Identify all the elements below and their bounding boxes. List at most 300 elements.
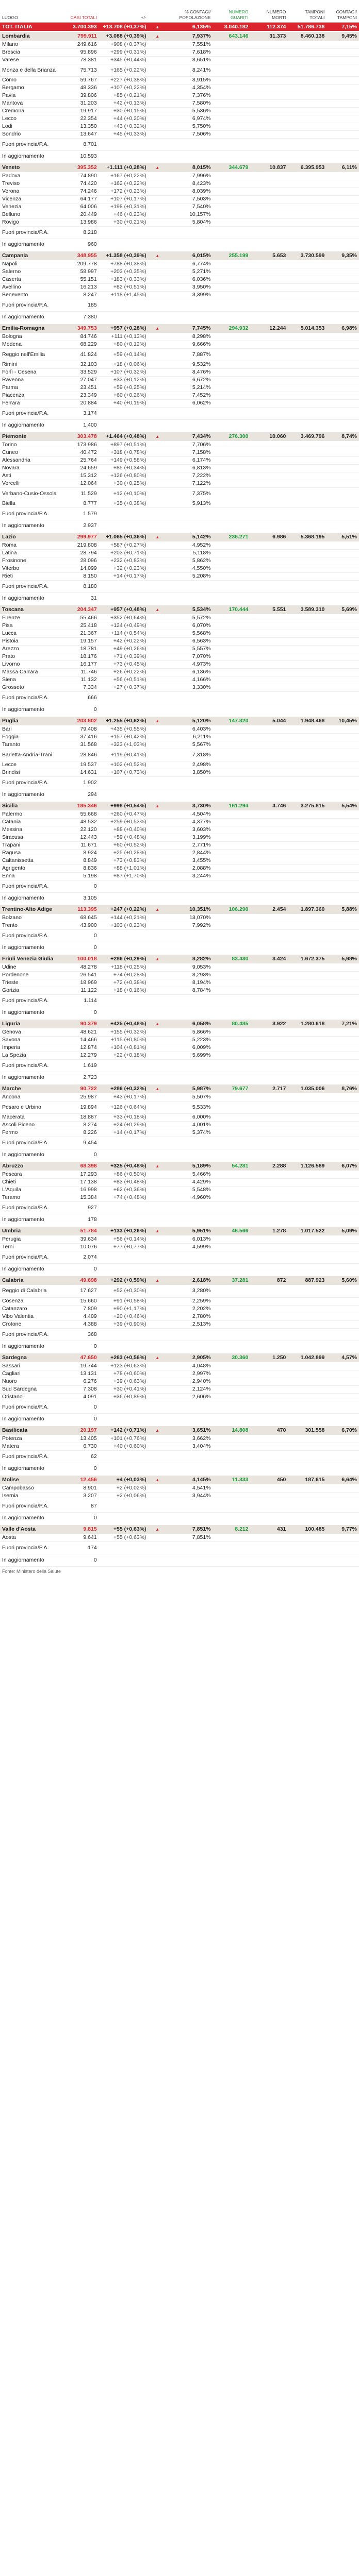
province-row	[0, 971, 359, 979]
province-cured	[213, 1443, 251, 1450]
province-swabs	[288, 1194, 327, 1201]
province-row	[0, 138, 359, 150]
province-delta	[99, 311, 149, 324]
region-swabs: 1.897.360	[288, 905, 327, 914]
province-cases: 74.890	[64, 172, 99, 180]
region-swabs: 8.460.138	[288, 31, 327, 41]
total-cured: 3.040.182	[213, 23, 251, 32]
province-row	[0, 637, 359, 645]
province-trend	[149, 64, 167, 76]
province-cured	[213, 368, 251, 376]
region-cases: 100.018	[64, 954, 99, 963]
province-cases: 22.120	[64, 826, 99, 834]
province-name: Brindisi	[0, 769, 64, 776]
province-name: Catanzaro	[0, 1305, 64, 1313]
province-name: Pistoia	[0, 637, 64, 645]
region-dswabs: 6,70%	[327, 1426, 359, 1435]
province-dead	[250, 188, 288, 195]
province-rate: 7,992%	[167, 922, 213, 929]
province-delta: +107 (+0,22%)	[99, 84, 149, 92]
province-row	[0, 361, 359, 368]
province-name: Modena	[0, 341, 64, 348]
province-rate: 3,850%	[167, 769, 213, 776]
province-swabs	[288, 668, 327, 676]
italy-total-row	[0, 23, 359, 32]
province-trend	[149, 1072, 167, 1084]
province-name: In aggiornamento	[0, 592, 64, 605]
province-cases: 1.400	[64, 419, 99, 432]
province-delta: +83 (+0,48%)	[99, 1178, 149, 1186]
province-row	[0, 1072, 359, 1084]
province-cases: 173.986	[64, 441, 99, 449]
province-rate: 6,036%	[167, 276, 213, 283]
province-dswabs	[327, 1178, 359, 1186]
region-rate: 5,120%	[167, 716, 213, 725]
province-cured	[213, 456, 251, 464]
province-dswabs	[327, 1362, 359, 1370]
province-rate: 6,813%	[167, 464, 213, 472]
province-name: Latina	[0, 549, 64, 557]
province-delta: +85 (+0,21%)	[99, 92, 149, 99]
region-dswabs: 5,54%	[327, 801, 359, 810]
province-swabs	[288, 1313, 327, 1320]
province-cases: 11.746	[64, 668, 99, 676]
province-trend	[149, 660, 167, 668]
province-row	[0, 218, 359, 226]
province-cured	[213, 741, 251, 749]
province-swabs	[288, 283, 327, 291]
province-dswabs	[327, 1378, 359, 1385]
province-row	[0, 1251, 359, 1263]
province-cases: 16.177	[64, 660, 99, 668]
province-cases: 74.420	[64, 180, 99, 188]
province-cases: 0	[64, 1149, 99, 1161]
region-swabs: 1.126.589	[288, 1161, 327, 1171]
province-delta: +2 (+0,06%)	[99, 1492, 149, 1500]
province-cases: 8.777	[64, 500, 99, 507]
province-row	[0, 1059, 359, 1072]
province-row	[0, 99, 359, 107]
region-cases: 12.456	[64, 1475, 99, 1484]
province-name: Trieste	[0, 979, 64, 987]
province-dead	[250, 826, 288, 834]
province-row	[0, 549, 359, 557]
province-name: In aggiornamento	[0, 1214, 64, 1226]
province-dead	[250, 942, 288, 954]
province-dead	[250, 769, 288, 776]
province-cases: 19.894	[64, 1101, 99, 1113]
region-name: Piemonte	[0, 432, 64, 441]
province-dswabs	[327, 218, 359, 226]
province-delta	[99, 1263, 149, 1276]
province-delta: +114 (+0,54%)	[99, 630, 149, 637]
province-cases: 1.902	[64, 776, 99, 789]
province-cases: 178	[64, 1214, 99, 1226]
province-cured	[213, 914, 251, 922]
province-cured	[213, 361, 251, 368]
region-swabs: 6.395.953	[288, 163, 327, 172]
province-rate: 2,844%	[167, 849, 213, 857]
province-row	[0, 1178, 359, 1186]
province-cured	[213, 84, 251, 92]
province-trend	[149, 691, 167, 704]
province-name: In aggiornamento	[0, 239, 64, 251]
province-cases: 7.334	[64, 684, 99, 691]
province-name: Vibo Valentia	[0, 1313, 64, 1320]
province-row	[0, 1328, 359, 1341]
province-delta: +198 (+0,31%)	[99, 203, 149, 211]
province-name: Barletta-Andria-Trani	[0, 749, 64, 761]
province-cured	[213, 645, 251, 653]
province-cured	[213, 1413, 251, 1426]
province-delta: +42 (+0,22%)	[99, 637, 149, 645]
province-swabs	[288, 333, 327, 341]
province-trend	[149, 150, 167, 163]
province-cured	[213, 810, 251, 818]
province-cases: 14.631	[64, 769, 99, 776]
province-cases: 19.917	[64, 107, 99, 115]
province-trend	[149, 622, 167, 630]
province-cured	[213, 341, 251, 348]
province-swabs	[288, 239, 327, 251]
province-trend	[149, 507, 167, 520]
header-cured: NUMERO GUARITI	[213, 0, 251, 23]
province-delta	[99, 1450, 149, 1463]
province-swabs	[288, 1007, 327, 1019]
province-cases: 15.384	[64, 1194, 99, 1201]
province-cases: 37.416	[64, 733, 99, 741]
province-delta: +56 (+0,51%)	[99, 676, 149, 684]
province-dswabs	[327, 1052, 359, 1059]
province-name: Cagliari	[0, 1370, 64, 1378]
province-swabs	[288, 1320, 327, 1328]
region-row	[0, 1161, 359, 1171]
province-row	[0, 333, 359, 341]
province-name: Varese	[0, 56, 64, 64]
province-name: Potenza	[0, 1435, 64, 1443]
province-cases: 8.218	[64, 226, 99, 239]
province-swabs	[288, 520, 327, 532]
province-swabs	[288, 987, 327, 994]
province-trend	[149, 963, 167, 971]
province-delta	[99, 880, 149, 892]
province-rate: 5,271%	[167, 268, 213, 276]
province-delta	[99, 592, 149, 605]
region-cured: 8.212	[213, 1524, 251, 1534]
province-cases: 25.764	[64, 456, 99, 464]
region-rate: 7,745%	[167, 324, 213, 333]
province-cured	[213, 311, 251, 324]
province-delta: +88 (+1,01%)	[99, 865, 149, 872]
province-cured	[213, 1186, 251, 1194]
province-swabs	[288, 1129, 327, 1137]
province-trend	[149, 1235, 167, 1243]
province-dead	[250, 660, 288, 668]
province-row	[0, 557, 359, 565]
province-rate: 2,124%	[167, 1385, 213, 1393]
province-name: Livorno	[0, 660, 64, 668]
province-cured	[213, 557, 251, 565]
province-cured	[213, 1393, 251, 1401]
province-rate: 2,780%	[167, 1313, 213, 1320]
province-swabs	[288, 1186, 327, 1194]
province-swabs	[288, 291, 327, 299]
province-trend	[149, 1541, 167, 1554]
up-arrow-icon: ▲	[155, 24, 160, 29]
province-name: Fuori provincia/P.A.	[0, 1201, 64, 1214]
province-row	[0, 1541, 359, 1554]
province-dswabs	[327, 1393, 359, 1401]
province-cured	[213, 1149, 251, 1161]
up-arrow-icon: ▲	[155, 1278, 160, 1283]
province-name: Fuori provincia/P.A.	[0, 1251, 64, 1263]
province-cured	[213, 520, 251, 532]
header-place: LUOGO	[0, 0, 64, 23]
province-rate: 4,504%	[167, 810, 213, 818]
province-swabs	[288, 1500, 327, 1512]
province-row	[0, 188, 359, 195]
province-rate: 6,563%	[167, 637, 213, 645]
province-cases: 87	[64, 1500, 99, 1512]
region-dead: 872	[250, 1276, 288, 1285]
province-name: Fuori provincia/P.A.	[0, 1450, 64, 1463]
province-delta: +124 (+0,49%)	[99, 622, 149, 630]
province-cured	[213, 1171, 251, 1178]
province-rate: 7,318%	[167, 749, 213, 761]
region-swabs: 3.589.310	[288, 605, 327, 614]
total-delta: +13.708 (+0,37%)	[99, 23, 149, 32]
province-rate: 5,374%	[167, 1129, 213, 1137]
province-name: Frosinone	[0, 557, 64, 565]
province-cases: 28.096	[64, 557, 99, 565]
province-cured	[213, 865, 251, 872]
up-arrow-icon: ▲	[155, 434, 160, 439]
province-name: Udine	[0, 963, 64, 971]
province-cured	[213, 614, 251, 622]
province-trend	[149, 733, 167, 741]
region-delta: +425 (+0,48%)	[99, 1019, 149, 1028]
province-delta: +12 (+0,10%)	[99, 487, 149, 500]
province-swabs	[288, 849, 327, 857]
province-delta: +60 (+0,26%)	[99, 392, 149, 399]
region-cured: 344.679	[213, 163, 251, 172]
region-dead: 5.551	[250, 605, 288, 614]
province-dead	[250, 987, 288, 994]
province-cases: 19.157	[64, 637, 99, 645]
province-delta: +203 (+0,35%)	[99, 268, 149, 276]
province-swabs	[288, 115, 327, 123]
region-trend	[149, 251, 167, 260]
province-row	[0, 76, 359, 84]
province-cases: 219.808	[64, 541, 99, 549]
province-row	[0, 1121, 359, 1129]
province-delta	[99, 1149, 149, 1161]
province-row	[0, 541, 359, 549]
province-delta: +73 (+0,83%)	[99, 857, 149, 865]
province-rate: 5,568%	[167, 630, 213, 637]
province-cases: 12.064	[64, 480, 99, 487]
province-row	[0, 107, 359, 115]
header-rate: % CONTAGI/ POPOLAZIONE	[167, 0, 213, 23]
province-swabs	[288, 456, 327, 464]
province-trend	[149, 769, 167, 776]
province-rate: 7,503%	[167, 195, 213, 203]
region-swabs: 187.615	[288, 1475, 327, 1484]
province-rate: 4,429%	[167, 1178, 213, 1186]
province-cases: 31	[64, 592, 99, 605]
province-delta: +42 (+0,13%)	[99, 99, 149, 107]
province-delta: +149 (+0,58%)	[99, 456, 149, 464]
region-delta: +247 (+0,22%)	[99, 905, 149, 914]
province-swabs	[288, 407, 327, 419]
province-trend	[149, 922, 167, 929]
province-dswabs	[327, 311, 359, 324]
province-cases: 64.006	[64, 203, 99, 211]
province-dswabs	[327, 407, 359, 419]
province-trend	[149, 291, 167, 299]
province-dead	[250, 541, 288, 549]
province-rate: 5,533%	[167, 1101, 213, 1113]
province-rate	[167, 1149, 213, 1161]
province-swabs	[288, 549, 327, 557]
province-row	[0, 789, 359, 801]
province-cured	[213, 1297, 251, 1305]
province-delta: +345 (+0,44%)	[99, 56, 149, 64]
province-dead	[250, 260, 288, 268]
province-name: Fuori provincia/P.A.	[0, 299, 64, 311]
province-delta: +260 (+0,47%)	[99, 810, 149, 818]
province-rate	[167, 1328, 213, 1341]
province-swabs	[288, 1171, 327, 1178]
province-delta: +25 (+0,28%)	[99, 849, 149, 857]
province-row	[0, 1393, 359, 1401]
province-cured	[213, 691, 251, 704]
province-row	[0, 1362, 359, 1370]
region-cases: 47.650	[64, 1353, 99, 1362]
province-dead	[250, 971, 288, 979]
region-dead: 10.060	[250, 432, 288, 441]
province-trend	[149, 361, 167, 368]
province-dead	[250, 195, 288, 203]
province-dead	[250, 849, 288, 857]
province-cured	[213, 1137, 251, 1149]
region-name: Veneto	[0, 163, 64, 172]
province-dswabs	[327, 914, 359, 922]
province-row	[0, 1263, 359, 1276]
province-trend	[149, 637, 167, 645]
province-swabs	[288, 684, 327, 691]
province-name: Genova	[0, 1028, 64, 1036]
province-dswabs	[327, 115, 359, 123]
province-rate: 4,550%	[167, 565, 213, 572]
province-dead	[250, 614, 288, 622]
province-dead	[250, 283, 288, 291]
province-rate: 3,944%	[167, 1492, 213, 1500]
province-dead	[250, 963, 288, 971]
province-swabs	[288, 1413, 327, 1426]
province-cases: 17.627	[64, 1285, 99, 1297]
province-swabs	[288, 1059, 327, 1072]
province-trend	[149, 592, 167, 605]
province-rate: 8,476%	[167, 368, 213, 376]
province-delta: +39 (+0,63%)	[99, 1378, 149, 1385]
province-cases: 13.350	[64, 123, 99, 130]
province-cured	[213, 333, 251, 341]
province-name: Fuori provincia/P.A.	[0, 1059, 64, 1072]
region-row	[0, 31, 359, 41]
province-dswabs	[327, 1512, 359, 1524]
province-dswabs	[327, 592, 359, 605]
province-cured	[213, 1313, 251, 1320]
province-swabs	[288, 565, 327, 572]
province-cases: 68.645	[64, 914, 99, 922]
province-cured	[213, 1036, 251, 1044]
province-cured	[213, 849, 251, 857]
province-name: Benevento	[0, 291, 64, 299]
province-name: Brescia	[0, 48, 64, 56]
province-delta: +24 (+0,29%)	[99, 1121, 149, 1129]
province-delta: +259 (+0,53%)	[99, 818, 149, 826]
province-swabs	[288, 1450, 327, 1463]
province-trend	[149, 1171, 167, 1178]
province-swabs	[288, 818, 327, 826]
province-name: Ancona	[0, 1093, 64, 1101]
province-rate	[167, 1500, 213, 1512]
province-trend	[149, 1137, 167, 1149]
province-cases: 174	[64, 1541, 99, 1554]
province-trend	[149, 239, 167, 251]
header-swabs: TAMPONI TOTALI	[288, 0, 327, 23]
province-name: Aosta	[0, 1534, 64, 1541]
province-row	[0, 195, 359, 203]
province-dswabs	[327, 203, 359, 211]
province-trend	[149, 1435, 167, 1443]
province-dswabs	[327, 1036, 359, 1044]
province-row	[0, 994, 359, 1007]
province-dead	[250, 1443, 288, 1450]
province-dead	[250, 818, 288, 826]
region-cases: 303.478	[64, 432, 99, 441]
province-cases: 20.449	[64, 211, 99, 218]
province-cured	[213, 180, 251, 188]
province-cases: 21.367	[64, 630, 99, 637]
province-rate: 7,887%	[167, 348, 213, 361]
province-cases: 1.579	[64, 507, 99, 520]
province-cured	[213, 283, 251, 291]
region-trend	[149, 801, 167, 810]
province-delta	[99, 1554, 149, 1566]
province-name: In aggiornamento	[0, 520, 64, 532]
province-rate: 6,211%	[167, 733, 213, 741]
header-trend	[149, 0, 167, 23]
province-name: Reggio di Calabria	[0, 1285, 64, 1297]
province-cases: 13.647	[64, 130, 99, 138]
province-cured	[213, 971, 251, 979]
province-dead	[250, 892, 288, 905]
province-cases: 0	[64, 1401, 99, 1413]
province-dswabs	[327, 1320, 359, 1328]
province-row	[0, 741, 359, 749]
province-swabs	[288, 614, 327, 622]
province-name: Vicenza	[0, 195, 64, 203]
province-dead	[250, 1036, 288, 1044]
province-delta: +43 (+0,32%)	[99, 123, 149, 130]
province-cured	[213, 1194, 251, 1201]
province-swabs	[288, 857, 327, 865]
province-rate: 3,950%	[167, 283, 213, 291]
province-trend	[149, 130, 167, 138]
province-dead	[250, 211, 288, 218]
